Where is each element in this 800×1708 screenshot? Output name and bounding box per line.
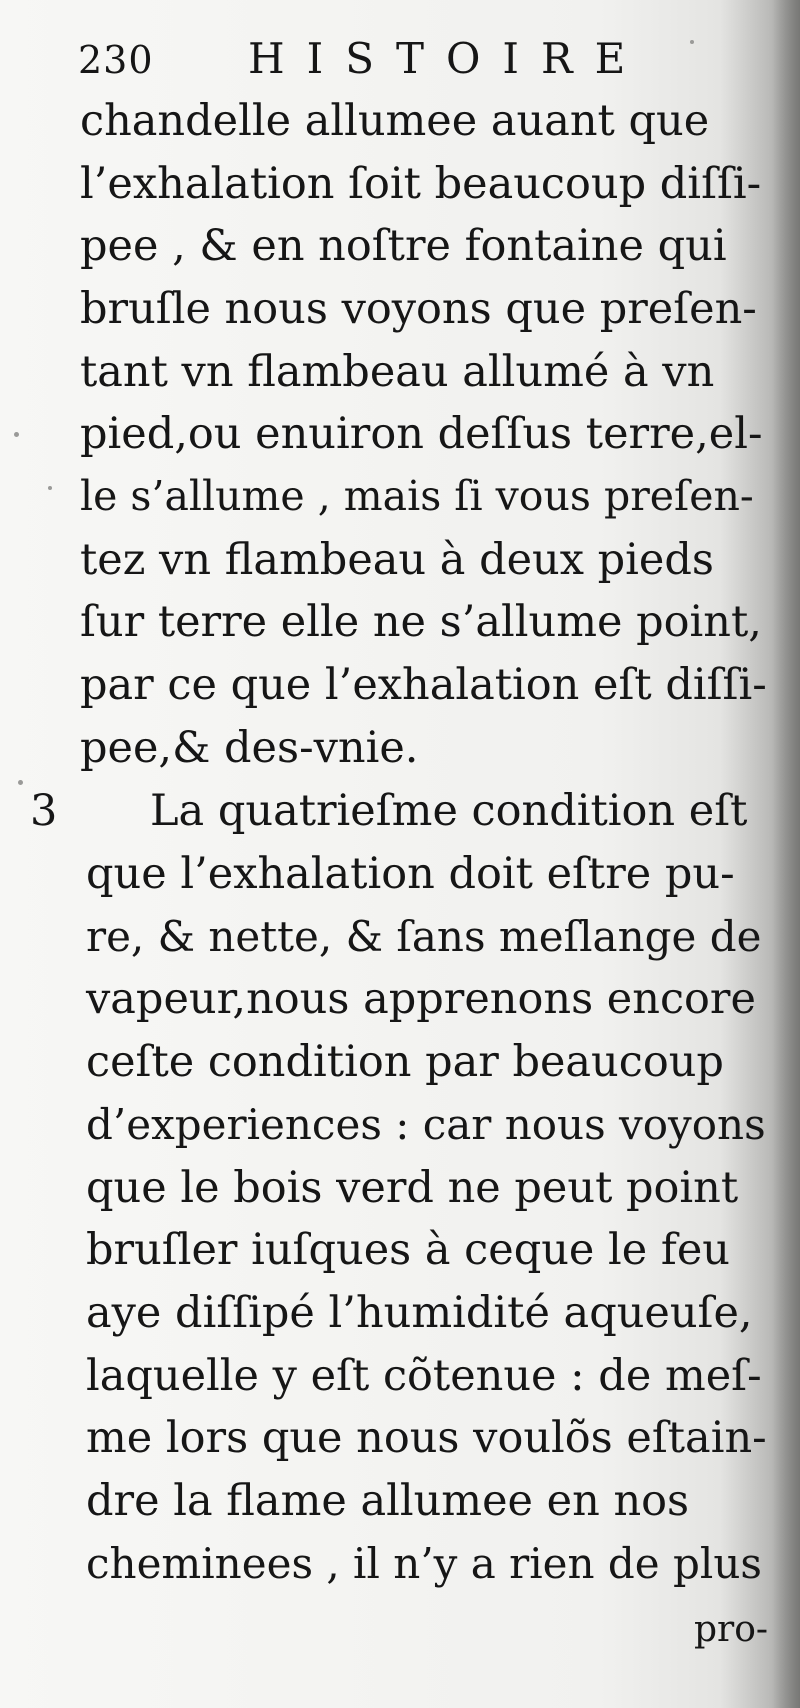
text-line: bruſle nous voyons que preſen-	[80, 284, 757, 334]
page-edge-shadow	[772, 0, 800, 1708]
text-line: aye diſſipé l’humidité aqueuſe,	[86, 1288, 753, 1338]
text-line: cheminees , il n’y a rien de plus	[86, 1539, 762, 1588]
text-line: l’exhalation ſoit beaucoup diſſi-	[80, 159, 762, 209]
paragraph-number: 3	[30, 786, 58, 836]
text-line: ceſte condition par beaucoup	[86, 1037, 724, 1087]
text-line: pied,ou enuiron deſſus terre,el-	[80, 409, 763, 459]
text-line: chandelle allumee auant que	[80, 96, 710, 146]
text-line: d’experiences : car nous voyons	[86, 1100, 766, 1149]
ink-speck	[18, 780, 23, 785]
ink-speck	[14, 432, 19, 437]
page-header	[78, 34, 718, 88]
text-line: pee,& des-vnie.	[80, 723, 419, 773]
ink-speck	[48, 486, 52, 490]
text-line: que le bois verd ne peut point	[86, 1163, 739, 1213]
text-line: ſur terre elle ne s’allume point,	[80, 597, 762, 647]
text-line: le s’allume , mais ſi vous preſen-	[80, 472, 754, 520]
text-line: que l’exhalation doit eſtre pu-	[86, 849, 735, 899]
text-line: dre la flame allumee en nos	[86, 1476, 690, 1526]
text-line: La quatrieſme condition eſt	[150, 786, 748, 836]
running-title: HISTOIRE	[248, 34, 648, 83]
text-line: bruſler iuſques à ceque le feu	[86, 1225, 730, 1275]
text-line: vapeur,nous apprenons encore	[86, 974, 756, 1024]
catchword: pro-	[694, 1609, 769, 1650]
text-line: par ce que l’exhalation eſt diſſi-	[80, 660, 767, 710]
text-line: re, & nette, & ſans meſlange de	[86, 912, 762, 961]
text-line: tant vn flambeau allumé à vn	[80, 347, 715, 397]
text-line: me lors que nous voulõs eſtain-	[86, 1413, 767, 1463]
text-line: tez vn flambeau à deux pieds	[80, 535, 714, 585]
page-number: 230	[78, 38, 154, 82]
text-line: pee , & en noſtre fontaine qui	[80, 221, 727, 271]
text-line: laquelle y eſt cõtenue : de meſ-	[86, 1351, 762, 1401]
